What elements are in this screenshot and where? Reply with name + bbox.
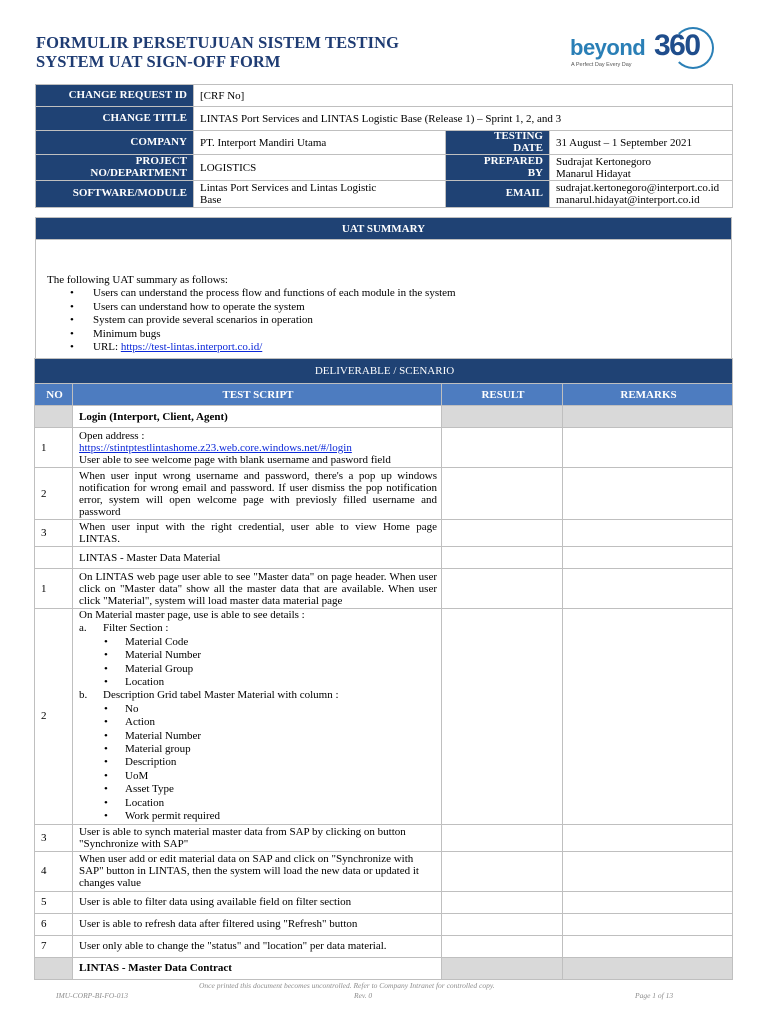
row-no: 2: [35, 609, 73, 825]
list-item: • Asset Type: [79, 783, 437, 796]
list-letter: b.: [79, 689, 88, 702]
table-row: [35, 428, 733, 468]
row-no: 6: [35, 913, 73, 935]
sub-heading-text: Filter Section :: [103, 622, 169, 635]
info-row-change-request: [36, 85, 733, 107]
table-row: [35, 935, 733, 957]
test-script: [73, 428, 442, 468]
row-no: 3: [35, 520, 73, 547]
company-label: COMPANY: [36, 131, 194, 155]
section-title-login: Login (Interport, Client, Agent): [73, 406, 442, 428]
section-row-material: [35, 547, 733, 569]
result-cell: [442, 406, 563, 428]
table-row: [35, 851, 733, 891]
testing-date-label: [446, 131, 550, 155]
remarks-cell[interactable]: [563, 851, 733, 891]
table-row: [35, 468, 733, 520]
row-no: 7: [35, 935, 73, 957]
list-item: • Location: [79, 797, 437, 810]
result-cell[interactable]: [442, 891, 563, 913]
summary-item: • Users can understand how to operate the system: [47, 301, 721, 315]
list-item: • Material Number: [79, 649, 437, 662]
remarks-cell: [563, 957, 733, 979]
deliverable-table: [34, 358, 733, 980]
summary-item: • Minimum bugs: [47, 328, 721, 342]
remarks-cell[interactable]: [563, 569, 733, 609]
script-line: User able to see welcome page with blank username and pasword field: [79, 453, 391, 466]
result-cell: [442, 957, 563, 979]
test-script: User is able to filter data using available field on filter section: [73, 891, 442, 913]
script-line: Open address :: [79, 429, 145, 442]
list-item: • Description: [79, 756, 437, 769]
info-row-change-title: [36, 107, 733, 131]
company-value: PT. Interport Mandiri Utama: [194, 131, 446, 155]
col-no-header: NO: [35, 384, 73, 406]
section-row-login: [35, 406, 733, 428]
col-script-header: TEST SCRIPT: [73, 384, 442, 406]
table-row: [35, 520, 733, 547]
result-cell[interactable]: [442, 935, 563, 957]
summary-item-url: [47, 341, 721, 355]
test-script: User is able to synch material master data from SAP by clicking on button "Synchronize with SAP": [73, 824, 442, 851]
result-cell[interactable]: [442, 851, 563, 891]
result-cell[interactable]: [442, 468, 563, 520]
change-title-value: LINTAS Port Services and LINTAS Logistic Base (Release 1) – Sprint 1, 2, and 3: [194, 107, 733, 131]
list-item: • Work permit required: [79, 810, 437, 823]
title-line-1: FORMULIR PERSETUJUAN SISTEM TESTING: [36, 33, 400, 52]
test-script: When user input wrong username and password, there's a pop up windows notification for wrong email and password. If user dismiss the pop notification error, system will open welcome page with previosly filled username and password: [73, 468, 442, 520]
company-logo: [568, 28, 718, 72]
info-row-software: [36, 181, 733, 208]
uat-summary-header: UAT SUMMARY: [36, 218, 732, 240]
uat-summary-table: [35, 217, 732, 363]
result-cell: [442, 547, 563, 569]
column-header-row: [35, 384, 733, 406]
summary-item: • Users can understand the process flow and functions of each module in the system: [47, 287, 721, 301]
list-item: • Material Code: [79, 636, 437, 649]
script-line: On Material master page, use is able to see details :: [79, 609, 305, 621]
remarks-cell[interactable]: [563, 428, 733, 468]
summary-url-link[interactable]: https://test-lintas.interport.co.id/: [120, 341, 263, 353]
section-title-contract: LINTAS - Master Data Contract: [73, 957, 442, 979]
project-label-1: PROJECT: [135, 155, 187, 167]
test-script: When user add or edit material data on SAP and click on "Synchronize with SAP" button in LINTAS, then the system will load the new data or updated it changes value: [73, 851, 442, 891]
row-no: 2: [35, 468, 73, 520]
login-url-link[interactable]: https://stintptestlintashome.z23.web.core.windows.net/#/login: [79, 441, 352, 454]
list-letter: a.: [79, 622, 87, 635]
prepared-label-1: PREPARED: [483, 155, 543, 167]
list-item: • No: [79, 703, 437, 716]
email-1: sudrajat.kertonegoro@interport.co.id: [556, 182, 720, 194]
result-cell[interactable]: [442, 609, 563, 825]
row-no: 5: [35, 891, 73, 913]
table-row: [35, 569, 733, 609]
testing-date-label-2: DATE: [513, 141, 543, 154]
remarks-cell[interactable]: [563, 824, 733, 851]
summary-list: [47, 287, 721, 355]
remarks-cell[interactable]: [563, 935, 733, 957]
project-label-2: NO/DEPARTMENT: [90, 166, 187, 179]
remarks-cell[interactable]: [563, 609, 733, 825]
row-no: 3: [35, 824, 73, 851]
testing-date-value: 31 August – 1 September 2021: [550, 131, 733, 155]
footer-notice: Once printed this document becomes uncontrolled. Refer to Company Intranet for controlled copy.: [199, 981, 495, 990]
url-label: URL:: [93, 341, 121, 353]
table-row: [35, 609, 733, 825]
email-2: manarul.hidayat@interport.co.id: [556, 194, 700, 206]
col-result-header: RESULT: [442, 384, 563, 406]
list-item: • Material group: [79, 743, 437, 756]
result-cell[interactable]: [442, 569, 563, 609]
remarks-cell: [563, 406, 733, 428]
list-item: • Action: [79, 716, 437, 729]
test-script: On LINTAS web page user able to see "Master data" on page header. When user click on "Master data" show all the master data that are available. When user click "Material", system will load master data material page: [73, 569, 442, 609]
result-cell[interactable]: [442, 428, 563, 468]
testing-date-label-1: TESTING: [494, 130, 543, 142]
summary-intro: The following UAT summary as follows:: [47, 274, 228, 286]
change-request-label: CHANGE REQUEST ID: [36, 85, 194, 107]
project-label: [36, 155, 194, 181]
change-request-value: [CRF No]: [194, 85, 733, 107]
software-value-2: Base: [200, 194, 222, 206]
prepared-label-2: BY: [527, 166, 543, 179]
summary-item: • System can provide several scenarios in operation: [47, 314, 721, 328]
footer-doc-code: IMU-CORP-BI-FO-013: [56, 991, 129, 1000]
logo-word: beyond: [570, 35, 646, 60]
uat-summary-body: [36, 240, 732, 363]
section-no: [35, 547, 73, 569]
sub-heading-b: [79, 689, 437, 702]
footer-page-number: Page 1 of 13: [635, 991, 674, 1000]
test-script: [73, 609, 442, 825]
remarks-cell[interactable]: [563, 520, 733, 547]
footer-revision: Rev. 0: [354, 991, 373, 1000]
col-remarks-header: REMARKS: [563, 384, 733, 406]
table-row: [35, 824, 733, 851]
remarks-cell[interactable]: [563, 891, 733, 913]
prepared-by-name-2: Manarul Hidayat: [556, 167, 631, 180]
change-title-label: CHANGE TITLE: [36, 107, 194, 131]
section-no: [35, 406, 73, 428]
software-label: SOFTWARE/MODULE: [36, 181, 194, 208]
prepared-by-name-1: Sudrajat Kertonegoro: [556, 155, 651, 168]
row-no: 1: [35, 428, 73, 468]
remarks-cell[interactable]: [563, 913, 733, 935]
remarks-cell: [563, 547, 733, 569]
list-item: • Location: [79, 676, 437, 689]
section-no: [35, 957, 73, 979]
test-script: User is able to refresh data after filtered using "Refresh" button: [73, 913, 442, 935]
software-value-1: Lintas Port Services and Lintas Logistic: [200, 182, 377, 194]
logo-number: 360: [654, 29, 700, 62]
title-line-2: SYSTEM UAT SIGN-OFF FORM: [36, 52, 281, 71]
project-value: LOGISTICS: [194, 155, 446, 181]
result-cell[interactable]: [442, 913, 563, 935]
list-item: • Material Group: [79, 663, 437, 676]
info-row-project: [36, 155, 733, 181]
section-row-contract: [35, 957, 733, 979]
info-row-company: [36, 131, 733, 155]
prepared-by-label: [446, 155, 550, 181]
section-title-material: LINTAS - Master Data Material: [73, 547, 442, 569]
test-script: User only able to change the "status" and "location" per data material.: [73, 935, 442, 957]
list-item: • Material Number: [79, 730, 437, 743]
prepared-by-value: [550, 155, 733, 181]
deliverable-header: DELIVERABLE / SCENARIO: [35, 359, 733, 384]
filter-list: [79, 636, 437, 690]
logo-tagline: A Perfect Day Every Day: [571, 62, 632, 68]
software-value: [194, 181, 446, 208]
result-cell[interactable]: [442, 520, 563, 547]
result-cell[interactable]: [442, 824, 563, 851]
email-value: [550, 181, 733, 208]
email-label: EMAIL: [446, 181, 550, 208]
table-row: [35, 913, 733, 935]
sub-heading-text: Description Grid tabel Master Material with column :: [103, 689, 339, 702]
test-script: When user input with the right credential, user able to view Home page LINTAS.: [73, 520, 442, 547]
column-list: [79, 703, 437, 824]
sub-heading-a: [79, 622, 437, 635]
remarks-cell[interactable]: [563, 468, 733, 520]
list-item: • UoM: [79, 770, 437, 783]
row-no: 1: [35, 569, 73, 609]
info-table: [35, 84, 733, 208]
row-no: 4: [35, 851, 73, 891]
table-row: [35, 891, 733, 913]
form-title: [36, 33, 399, 71]
